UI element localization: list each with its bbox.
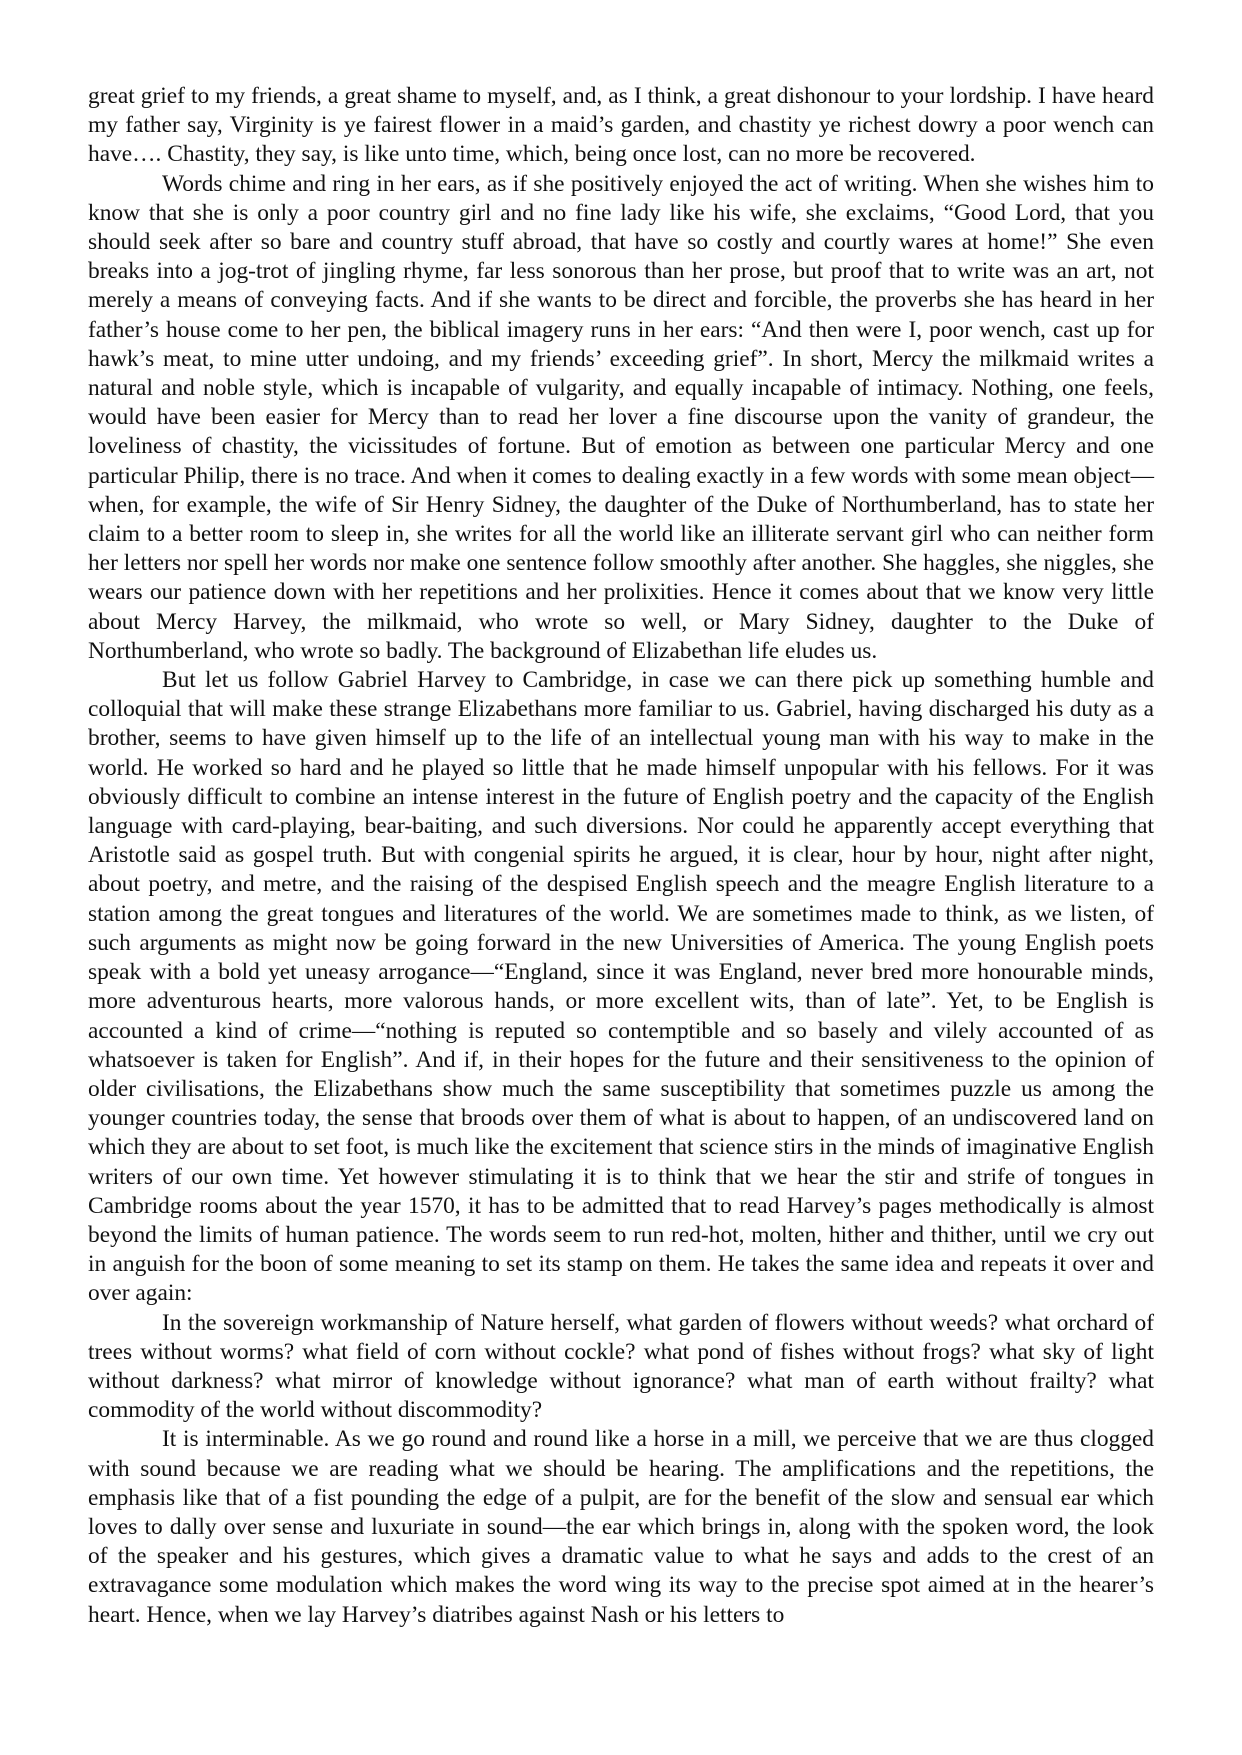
paragraph-words-chime: Words chime and ring in her ears, as if she positively enjoyed the act of writing. When she wishes him to know that she is only a poor country girl and no fine lady like his wife, she exclaims, “Good Lord, that you should seek after so bare and country stuff abroad, that have so costly and courtly wares at home!” She even breaks into a jog-trot of jingling rhyme, far less sonorous than her prose, but proof that to write was an art, not merely a means of conveying facts. And if she wants to be direct and forcible, the proverbs she has heard in her father’s house come to her pen, the biblical imagery runs in her ears: “And then were I, poor wench, cast up for hawk’s meat, to mine utter undoing, and my friends’ exceeding grief”. In short, Mercy the milkmaid writes a natural and noble style, which is incapable of vulgarity, and equally incapable of intimacy. Nothing, one feels, would have been easier for Mercy than to read her lover a fine discourse upon the vanity of grandeur, the loveliness of chastity, the vicissitudes of fortune. But of emotion as between one particular Mercy and one particular Philip, there is no trace. And when it comes to dealing exactly in a few words with some mean object—when, for example, the wife of Sir Henry Sidney, the daughter of the Duke of Northumberland, has to state her claim to a better room to sleep in, she writes for all the world like an illiterate servant girl who can neither form her letters nor spell her words nor make one sentence follow smoothly after another. She haggles, she niggles, she wears our patience down with her repetitions and her prolixities. Hence it comes about that we know very little about Mercy Harvey, the milkmaid, who wrote so well, or Mary Sidney, daughter to the Duke of Northumberland, who wrote so badly. The background of Elizabethan life eludes us. bbox=[88, 170, 1154, 664]
paragraph-interminable: It is interminable. As we go round and round like a horse in a mill, we perceive that we are thus clogged with sound because we are reading what we should be hearing. The amplifications and the repetitions, the emphasis like that of a fist pounding the edge of a pulpit, are for the benefit of the slow and sensual ear which loves to dally over sense and luxuriate in sound—the ear which brings in, along with the spoken word, the look of the speaker and his gestures, which gives a dramatic value to what he says and adds to the crest of an extravagance some modulation which makes the word wing its way to the precise spot aimed at in the hearer’s heart. Hence, when we lay Harvey’s diatribes against Nash or his letters to bbox=[88, 1426, 1154, 1628]
document-page bbox=[88, 82, 1154, 1630]
paragraph-letter-quote-continuation: great grief to my friends, a great shame to myself, and, as I think, a great dishonour to your lordship. I have heard my father say, Virginity is ye fairest flower in a maid’s garden, and chastity ye richest dowry a poor wench can have…. Chastity, they say, is like unto time, which, being once lost, can no more be recovered. bbox=[88, 83, 1154, 168]
paragraph-harvey-quote: In the sovereign workmanship of Nature herself, what garden of flowers without weeds? what orchard of trees without worms? what field of corn without cockle? what pond of fishes without frogs? what sky of light without darkness? what mirror of knowledge without ignorance? what man of earth without frailty? what commodity of the world without discommodity? bbox=[88, 1309, 1154, 1424]
paragraph-gabriel-cambridge: But let us follow Gabriel Harvey to Cambridge, in case we can there pick up something humble and colloquial that will make these strange Elizabethans more familiar to us. Gabriel, having discharged his duty as a brother, seems to have given himself up to the life of an intellectual young man with his way to make in the world. He worked so hard and he played so little that he made himself unpopular with his fellows. For it was obviously difficult to combine an intense interest in the future of English poetry and the capacity of the English language with card-playing, bear-baiting, and such diversions. Nor could he apparently accept everything that Aristotle said as gospel truth. But with congenial spirits he argued, it is clear, hour by hour, night after night, about poetry, and metre, and the raising of the despised English speech and the meagre English literature to a station among the great tongues and literatures of the world. We are sometimes made to think, as we listen, of such arguments as might now be going forward in the new Universities of America. The young English poets speak with a bold yet uneasy arrogance—“England, since it was England, never bred more honourable minds, more adventurous hearts, more valorous hands, or more excellent wits, than of late”. Yet, to be English is accounted a kind of crime—“nothing is reputed so contemptible and so basely and vilely accounted of as whatsoever is taken for English”. And if, in their hopes for the future and their sensitiveness to the opinion of older civilisations, the Elizabethans show much the same susceptibility that sometimes puzzle us among the younger countries today, the sense that broods over them of what is about to happen, of an undiscovered land on which they are about to set foot, is much like the excitement that science stirs in the minds of imaginative English writers of our own time. Yet however stimulating it is to think that we hear the stir and strife of tongues in Cambridge rooms about the year 1570, it has to be admitted that to read Harvey’s pages methodically is almost beyond the limits of human patience. The words seem to run red-hot, molten, hither and thither, until we cry out in anguish for the boon of some meaning to set its stamp on them. He takes the same idea and repeats it over and over again: bbox=[88, 667, 1154, 1307]
